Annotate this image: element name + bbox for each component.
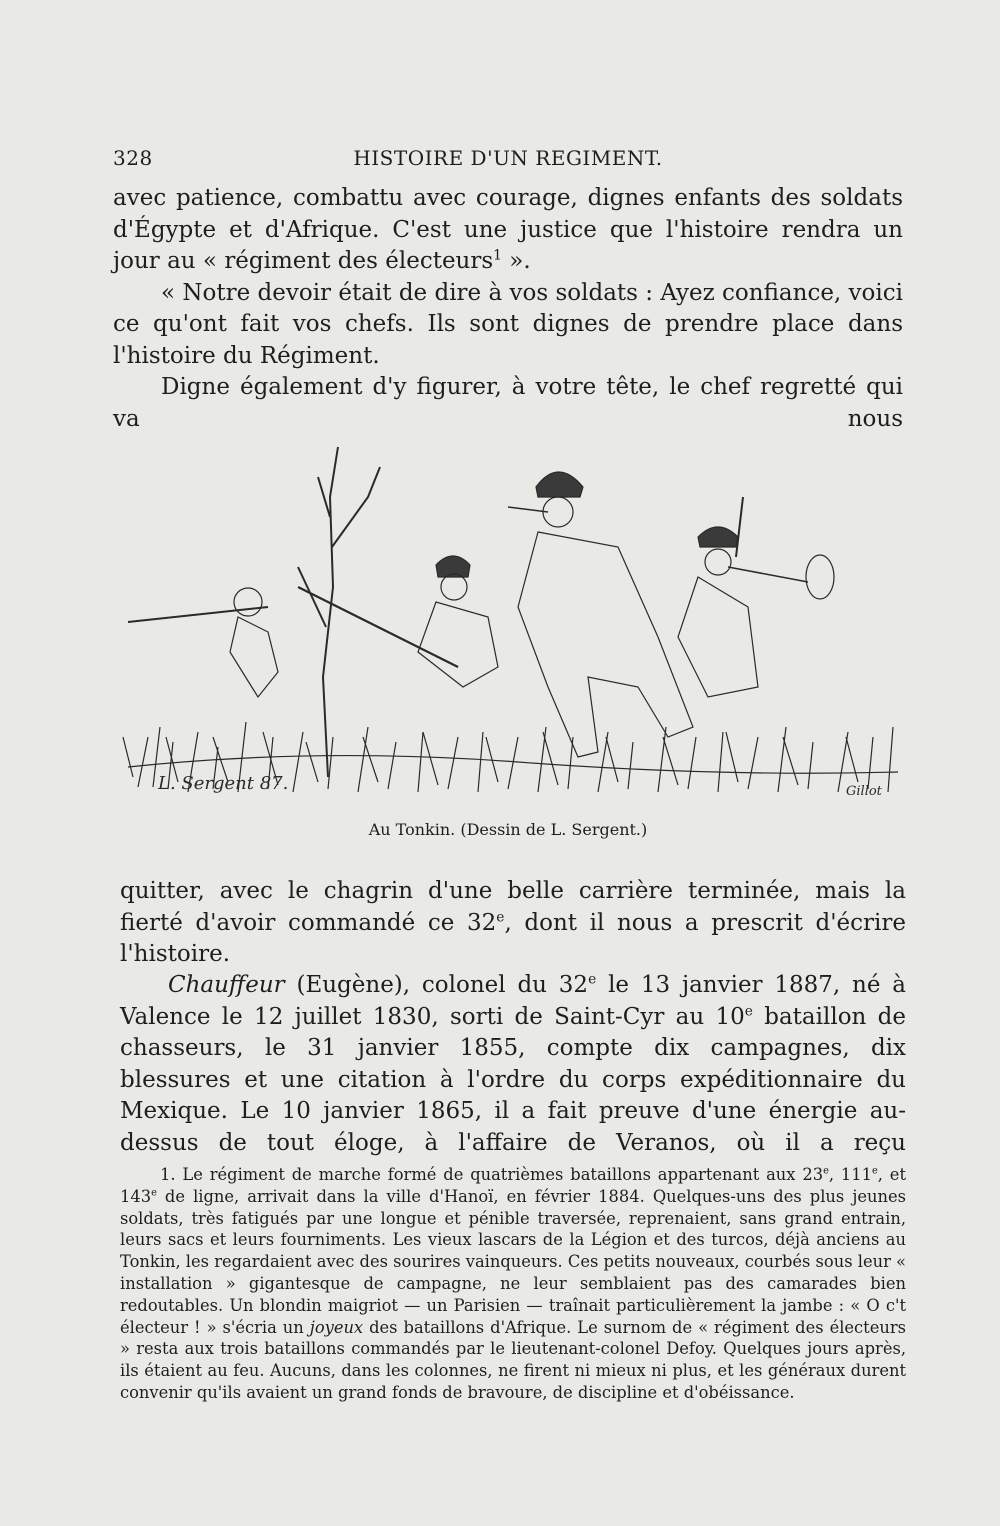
body-text-middle [120, 876, 906, 971]
artist-signature: L. Sergent 87. [158, 773, 289, 794]
footnote-marker: 1 [493, 247, 502, 264]
text-run: bataillon de chasseurs, le 31 janvier 1855, compte dix campagnes, dix blessures et une citation à l'ordre du corps expéditionnaire du Mexique. Le 10 janvier 1865, il a fait preuve d'une énergie au-dessus de tout éloge, à l'affaire de Veranos, où il a reçu [120, 1003, 906, 1156]
footnotes [120, 1164, 906, 1404]
emphasis-word: joyeux [309, 1317, 364, 1337]
ordinal-superscript: e [871, 1165, 878, 1177]
body-text-top [113, 183, 903, 435]
body-text-bottom [120, 970, 906, 1159]
colonel-name: Chauffeur [168, 972, 285, 998]
footnote-1 [120, 1164, 906, 1404]
text-run: avec patience, combattu avec courage, dignes enfants des soldats d'Égypte et d'Afrique. C'est une justice que l'histoire rendra un jour au « régiment des électeurs [113, 185, 903, 274]
text-run: de ligne, arrivait dans la ville d'Hanoï, en février 1884. Quelques-uns des plus jeunes soldats, très fatigués par une longue et pénible traversée, reprenaient, sans grand entrain, leurs sacs et leurs fourniments. Les vieux lascars de la Légion et des turcos, déjà anciens au Tonkin, les regardaient avec des sourires vainqueurs. Ces petits nouveaux, courbés sous leur « installation » gigantesque de campagne, ne leur semblaient pas des camarades bien redoutables. Un blondin maigriot — un Parisien — traînait particulièrement la jambe : « O c't électeur ! » s'écria un [120, 1186, 906, 1337]
running-title: HISTOIRE D'UN REGIMENT. [353, 146, 663, 170]
illustration-drawing [118, 437, 908, 815]
paragraph-quote: « Notre devoir était de dire à vos soldats : Ayez confiance, voici ce qu'ont fait vos chefs. Ils sont dignes de prendre place dans l'histoire du Régiment. [113, 279, 903, 369]
illustration-au-tonkin [118, 437, 908, 815]
text-run: des bataillons d'Afrique. Le surnom de « régiment des électeurs » resta aux trois bataillons commandés par le lieutenant-colonel Defoy. Quelques jours après, ils étaient au feu. Aucuns, dans les colonnes, ne firent ni mieux ni plus, et les généraux durent convenir qu'ils avaient un grand fonds de bravoure, de discipline et d'obéissance. [120, 1317, 906, 1402]
text-run: , et 143 [120, 1165, 906, 1206]
text-run: (Eugène), colonel du 32 [284, 972, 589, 998]
figure-caption: Au Tonkin. (Dessin de L. Sergent.) [368, 820, 648, 839]
paragraph-chief: Digne également d'y figurer, à votre tête, le chef regretté qui va nous [113, 374, 903, 432]
engraver-signature: Gillot [846, 784, 882, 799]
text-run: , 111 [828, 1165, 872, 1184]
ordinal-superscript: e [588, 971, 597, 988]
paragraph-chauffeur [120, 970, 906, 1159]
text-run: ». [501, 248, 531, 274]
page-header [113, 146, 903, 176]
text-run: quitter, avec le chagrin d'une belle carrière terminée, mais la fierté d'avoir commandé ce 32 [120, 878, 906, 936]
ordinal-superscript: e [496, 908, 505, 925]
paragraph-continuation [120, 876, 906, 971]
ordinal-superscript: e [823, 1165, 829, 1177]
text-run: le 13 janvier 1887, né à Valence le 12 juillet 1830, sorti de Saint-Cyr au 10 [120, 972, 906, 1030]
page-number: 328 [113, 146, 153, 170]
ordinal-superscript: e [744, 1002, 753, 1019]
text-run: 1. Le régiment de marche formé de quatrièmes bataillons appartenant aux 23 [160, 1165, 824, 1184]
paragraph-continuation [113, 183, 903, 278]
text-run: , dont il nous a prescrit d'écrire l'histoire. [120, 909, 906, 967]
ordinal-superscript: e [151, 1187, 157, 1199]
